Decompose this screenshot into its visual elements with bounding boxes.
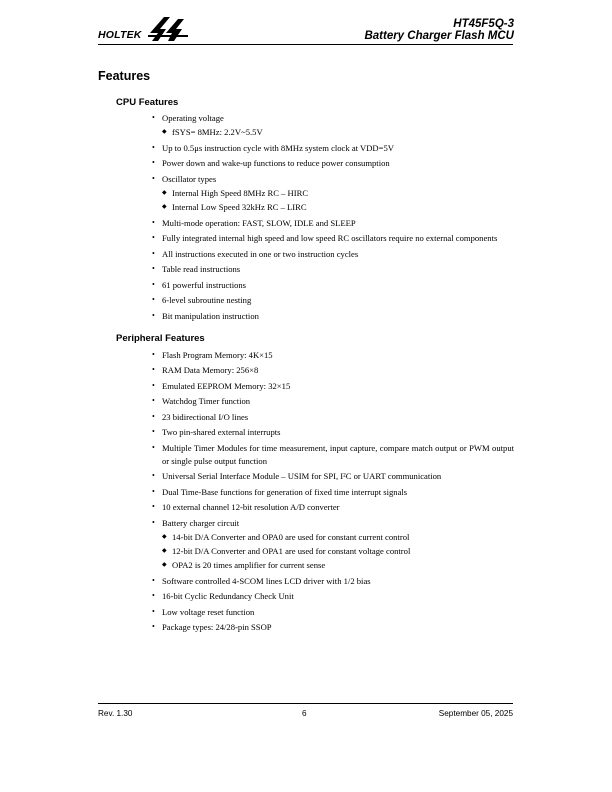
bullet-icon: • — [152, 471, 155, 480]
list-item-text: Universal Serial Interface Module – USIM for SPI, I²C or UART communication — [162, 471, 442, 481]
list-item-text: 23 bidirectional I/O lines — [162, 412, 249, 422]
list-item-text: 6-level subroutine nesting — [162, 295, 252, 305]
bullet-icon: • — [152, 264, 155, 273]
bullet-icon: • — [152, 113, 155, 122]
list-item-text: 16-bit Cyclic Redundancy Check Unit — [162, 591, 294, 601]
list-item-text: Bit manipulation instruction — [162, 311, 259, 321]
bullet-icon: • — [152, 427, 155, 436]
header-rule — [98, 44, 513, 45]
bullet-icon: • — [152, 412, 155, 421]
bullet-icon: • — [152, 311, 155, 320]
holtek-logo-icon — [148, 15, 188, 43]
bullet-icon: • — [152, 233, 155, 242]
bullet-icon: • — [152, 622, 155, 631]
list-item-text: Oscillator types — [162, 174, 217, 184]
list-item-text: Software controlled 4-SCOM lines LCD driver with 1/2 bias — [162, 576, 371, 586]
list-item-text: Package types: 24/28-pin SSOP — [162, 622, 272, 632]
list-item-text: Fully integrated internal high speed and low speed RC oscillators require no external components — [162, 233, 498, 243]
diamond-bullet-icon: ◆ — [162, 548, 167, 554]
product-name: Battery Charger Flash MCU — [364, 30, 514, 42]
list-item-text: Multiple Timer Modules for time measurement, input capture, compare match output or PWM output or single pulse output function — [162, 443, 514, 466]
list-item-text: RAM Data Memory: 256×8 — [162, 365, 259, 375]
footer-rule — [98, 703, 513, 704]
list-item-text: Power down and wake-up functions to reduce power consumption — [162, 158, 390, 168]
sub-list-item-text: 14-bit D/A Converter and OPA0 are used for constant current control — [172, 532, 410, 542]
bullet-icon: • — [152, 381, 155, 390]
bullet-icon: • — [152, 174, 155, 183]
bullet-icon: • — [152, 607, 155, 616]
list-item-text: Table read instructions — [162, 264, 241, 274]
bullet-icon: • — [152, 591, 155, 600]
list-item-text: Two pin-shared external interrupts — [162, 427, 281, 437]
document-date: September 05, 2025 — [438, 709, 513, 718]
bullet-icon: • — [152, 487, 155, 496]
list-item-text: Flash Program Memory: 4K×15 — [162, 350, 273, 360]
list-item-text: Dual Time-Base functions for generation of fixed time interrupt signals — [162, 487, 408, 497]
bullet-icon: • — [152, 249, 155, 258]
bullet-icon: • — [152, 502, 155, 511]
sub-list-item-text: fSYS= 8MHz: 2.2V~5.5V — [172, 127, 263, 137]
bullet-icon: • — [152, 365, 155, 374]
diamond-bullet-icon: ◆ — [162, 534, 167, 540]
bullet-icon: • — [152, 576, 155, 585]
sub-list-item-text: Internal High Speed 8MHz RC – HIRC — [172, 188, 309, 198]
list-item-text: Operating voltage — [162, 113, 224, 123]
diamond-bullet-icon: ◆ — [162, 562, 167, 568]
sub-list-item-text: Internal Low Speed 32kHz RC – LIRC — [172, 202, 307, 212]
revision: Rev. 1.30 — [98, 709, 133, 718]
bullet-icon: • — [152, 280, 155, 289]
bullet-icon: • — [152, 396, 155, 405]
bullet-icon: • — [152, 158, 155, 167]
logo-text: HOLTEK — [98, 29, 142, 41]
page-number: 6 — [302, 709, 307, 718]
list-item-text: All instructions executed in one or two instruction cycles — [162, 249, 359, 259]
bullet-icon: • — [152, 218, 155, 227]
diamond-bullet-icon: ◆ — [162, 129, 167, 135]
list-item-text: Multi-mode operation: FAST, SLOW, IDLE and SLEEP — [162, 218, 356, 228]
bullet-icon: • — [152, 518, 155, 527]
peripheral-features-title: Peripheral Features — [116, 333, 205, 344]
sub-list-item-text: 12-bit D/A Converter and OPA1 are used for constant voltage control — [172, 546, 411, 556]
list-item-text: Up to 0.5μs instruction cycle with 8MHz system clock at VDD=5V — [162, 143, 394, 153]
bullet-icon: • — [152, 443, 155, 452]
cpu-features-title: CPU Features — [116, 97, 179, 108]
list-item-text: Watchdog Timer function — [162, 396, 251, 406]
list-item-text: Battery charger circuit — [162, 518, 240, 528]
list-item-text: 61 powerful instructions — [162, 280, 247, 290]
list-item-text: 10 external channel 12-bit resolution A/D converter — [162, 502, 340, 512]
part-number: HT45F5Q-3 — [453, 18, 514, 30]
list-item-text: Low voltage reset function — [162, 607, 255, 617]
holtek-logo — [98, 15, 188, 43]
section-title: Features — [98, 69, 151, 83]
bullet-icon: • — [152, 295, 155, 304]
bullet-icon: • — [152, 143, 155, 152]
sub-list-item-text: OPA2 is 20 times amplifier for current sense — [172, 560, 326, 570]
list-item-text: Emulated EEPROM Memory: 32×15 — [162, 381, 291, 391]
diamond-bullet-icon: ◆ — [162, 190, 167, 196]
bullet-icon: • — [152, 350, 155, 359]
diamond-bullet-icon: ◆ — [162, 204, 167, 210]
document-header — [364, 18, 514, 42]
